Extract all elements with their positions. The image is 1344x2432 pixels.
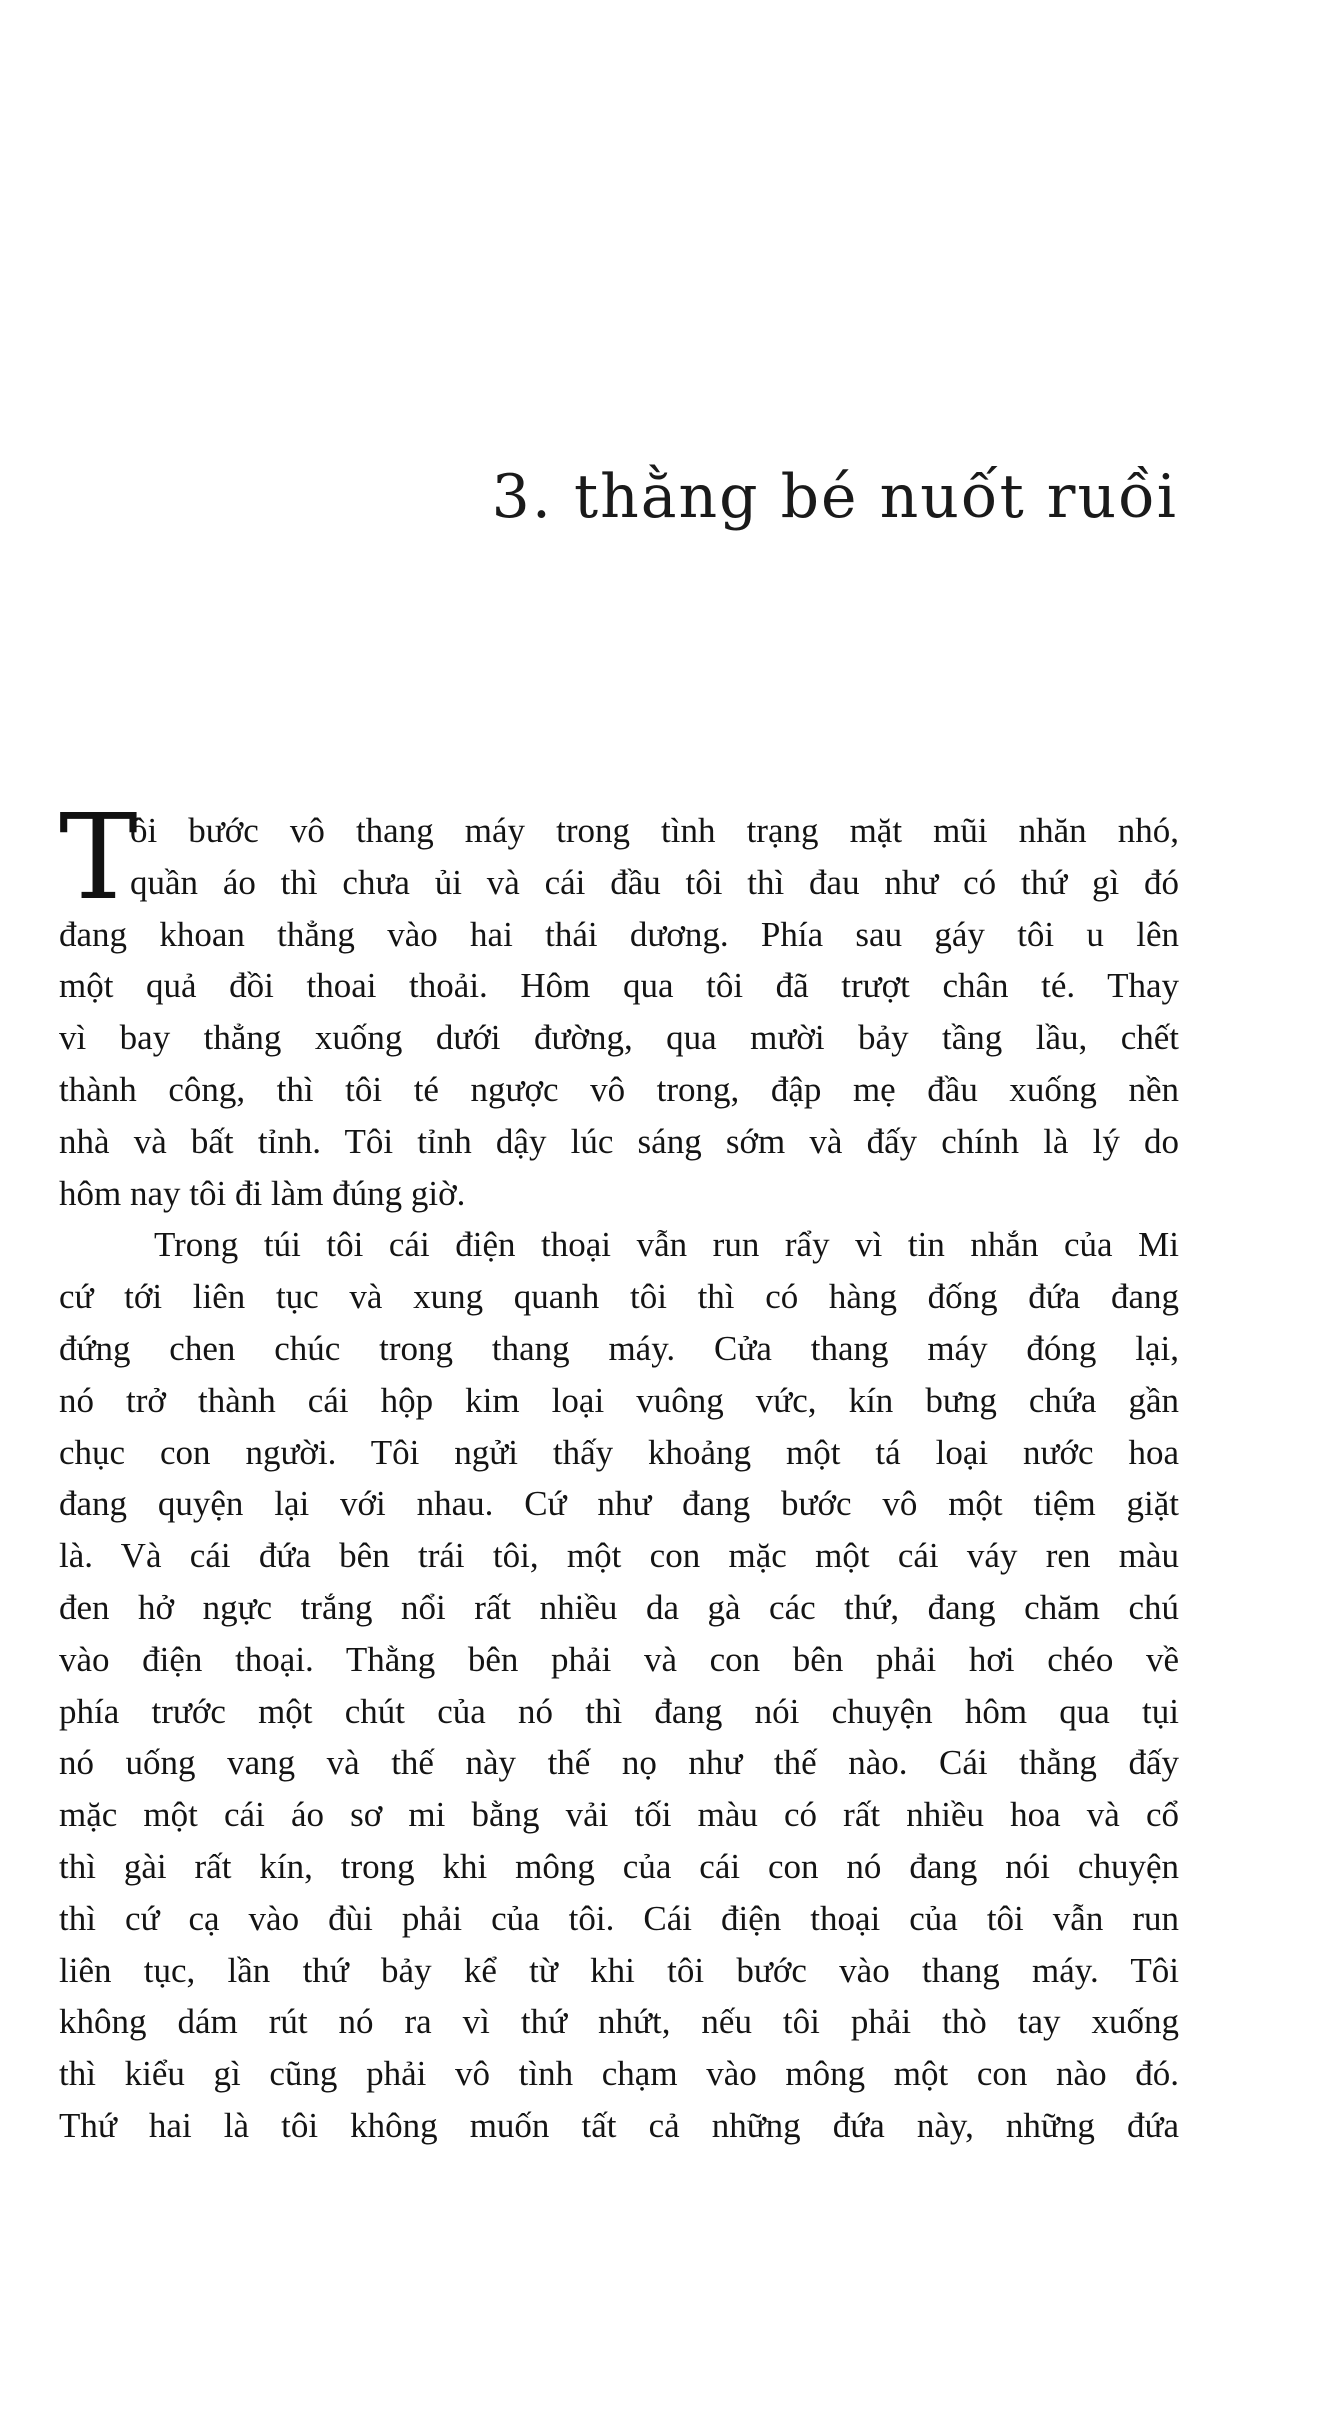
paragraph-line: hôm nay tôi đi làm đúng giờ. [59, 1173, 466, 1213]
drop-cap: T [59, 788, 138, 926]
paragraph-line: Thứ hai là tôi không muốn tất cả những đứa này, những đứa [59, 2105, 1179, 2145]
paragraph-line: thì cứ cạ vào đùi phải của tôi. Cái điện thoại của tôi vẫn run [59, 1898, 1179, 1938]
paragraph-line: quần áo thì chưa ủi và cái đầu tôi thì đau như có thứ gì đó [130, 862, 1179, 902]
paragraph-line: mặc một cái áo sơ mi bằng vải tối màu có rất nhiều hoa và cổ [59, 1795, 1179, 1835]
paragraph-line: chục con người. Tôi ngửi thấy khoảng một tá loại nước hoa [59, 1432, 1179, 1472]
paragraph-line: không dám rút nó ra vì thứ nhứt, nếu tôi phải thò tay xuống [59, 2002, 1179, 2042]
paragraph-line: nhà và bất tỉnh. Tôi tỉnh dậy lúc sáng sớm và đấy chính là lý do [59, 1121, 1179, 1161]
paragraph-line: đang quyện lại với nhau. Cứ như đang bước vô một tiệm giặt [59, 1484, 1179, 1524]
paragraph-line: phía trước một chút của nó thì đang nói chuyện hôm qua tụi [59, 1691, 1179, 1731]
paragraph-2 [59, 1219, 1179, 2151]
paragraph-line: là. Và cái đứa bên trái tôi, một con mặc một cái váy ren màu [59, 1536, 1179, 1576]
paragraph-line: đang khoan thẳng vào hai thái dương. Phía sau gáy tôi u lên [59, 914, 1179, 954]
paragraph-line: vào điện thoại. Thằng bên phải và con bên phải hơi chéo về [59, 1639, 1179, 1679]
paragraph-line: một quả đồi thoai thoải. Hôm qua tôi đã trượt chân té. Thay [59, 966, 1179, 1006]
chapter-title: 3. thằng bé nuốt ruồi [491, 462, 1178, 532]
paragraph-line: vì bay thẳng xuống dưới đường, qua mười bảy tầng lầu, chết [59, 1018, 1179, 1058]
paragraph-line: thì kiểu gì cũng phải vô tình chạm vào mông một con nào đó. [59, 2054, 1179, 2094]
paragraph-line: nó uống vang và thế này thế nọ như thế nào. Cái thằng đấy [59, 1743, 1179, 1783]
paragraph-line: đứng chen chúc trong thang máy. Cửa thang máy đóng lại, [59, 1328, 1179, 1368]
paragraph-line: cứ tới liên tục và xung quanh tôi thì có hàng đống đứa đang [59, 1277, 1179, 1317]
paragraph-line: đen hở ngực trắng nổi rất nhiều da gà các thứ, đang chăm chú [59, 1587, 1179, 1627]
chapter-body [59, 788, 1179, 2152]
paragraph-line: nó trở thành cái hộp kim loại vuông vức, kín bưng chứa gần [59, 1380, 1179, 1420]
paragraph-line: liên tục, lần thứ bảy kể từ khi tôi bước vào thang máy. Tôi [59, 1950, 1179, 1990]
paragraph-line: ôi bước vô thang máy trong tình trạng mặt mũi nhăn nhó, [130, 811, 1179, 850]
paragraph-1 [59, 788, 1179, 1219]
paragraph-line: thành công, thì tôi té ngược vô trong, đập mẹ đầu xuống nền [59, 1069, 1179, 1109]
paragraph-line: thì gài rất kín, trong khi mông của cái con nó đang nói chuyện [59, 1846, 1179, 1886]
paragraph-line: Trong túi tôi cái điện thoại vẫn run rẩy vì tin nhắn của Mi [154, 1225, 1179, 1265]
